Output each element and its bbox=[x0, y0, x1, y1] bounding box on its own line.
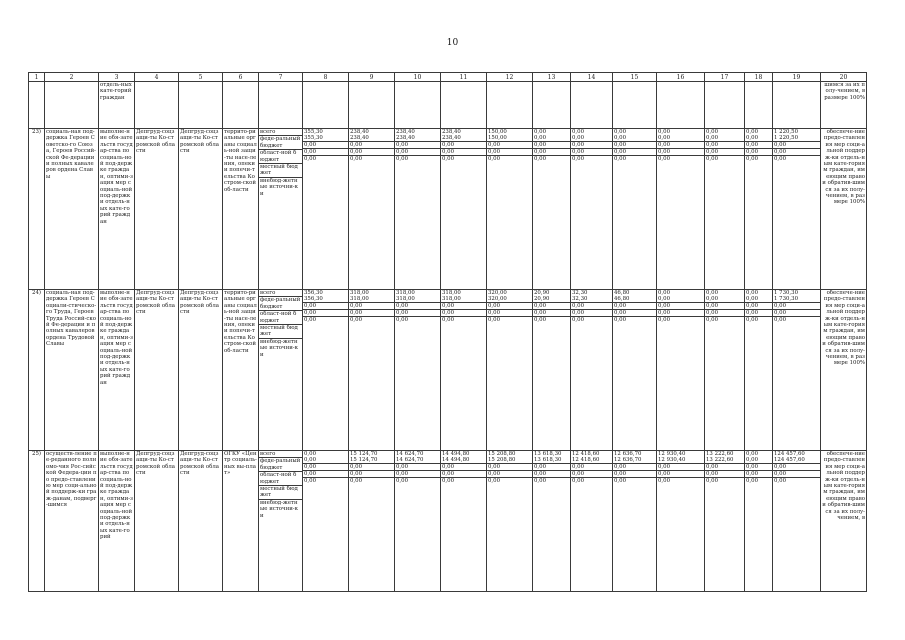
funding-values-col-14 bbox=[571, 451, 613, 592]
funding-value: 238,40 bbox=[396, 129, 415, 135]
funding-value: 0,00 bbox=[657, 141, 704, 148]
column-number-12: 12 bbox=[487, 73, 533, 82]
funding-value: 0,00 bbox=[487, 470, 532, 477]
funding-value: 0,00 bbox=[745, 477, 772, 484]
column-number-10: 10 bbox=[395, 73, 441, 82]
funding-value: 32,30 bbox=[572, 290, 588, 296]
activity-participant: ОГКУ «Центр социаль-ных вы-плат» bbox=[223, 451, 259, 592]
funding-values-col-15 bbox=[613, 290, 657, 451]
funding-value: 0,00 bbox=[705, 477, 744, 484]
funding-value: 0,00 bbox=[657, 316, 704, 323]
funding-value: 0,00 bbox=[304, 457, 317, 463]
funding-value: 0,00 bbox=[657, 470, 704, 477]
funding-values-col-15 bbox=[613, 451, 657, 592]
funding-value: 0,00 bbox=[613, 155, 656, 162]
funding-value: 0,00 bbox=[349, 309, 394, 316]
funding-value: 0,00 bbox=[613, 309, 656, 316]
funding-value: 0,00 bbox=[657, 309, 704, 316]
activity-executor: Депгруд-соцзащи-ты Ко-стромской области bbox=[135, 451, 179, 592]
funding-value: 0,00 bbox=[303, 470, 348, 477]
funding-value: 318,00 bbox=[396, 290, 415, 296]
funding-source-label: феде-ральный бюджет bbox=[260, 136, 301, 149]
activity-participant: террито-риальные органы социаль-ной защи-ты насе-ления, опеки и попечи-тельства Костром-ской об-ласти bbox=[223, 290, 259, 451]
funding-values-col-13 bbox=[533, 290, 571, 451]
funding-value: 13 618,30 bbox=[534, 457, 562, 463]
funding-value: 0,00 bbox=[534, 129, 547, 135]
funding-value: 15 208,80 bbox=[488, 451, 516, 457]
funding-value: 0,00 bbox=[349, 470, 394, 477]
column-number-16: 16 bbox=[657, 73, 705, 82]
funding-value: 12 930,40 bbox=[658, 451, 686, 457]
funding-value: 0,00 bbox=[613, 148, 656, 155]
activity-number: 25) bbox=[29, 451, 45, 592]
funding-value: 0,00 bbox=[303, 463, 348, 470]
funding-value: 0,00 bbox=[658, 135, 671, 141]
funding-value: 0,00 bbox=[303, 155, 348, 162]
column-number-18: 18 bbox=[745, 73, 773, 82]
funding-value: 318,00 bbox=[396, 296, 415, 302]
funding-value: 0,00 bbox=[487, 148, 532, 155]
funding-value: 0,00 bbox=[657, 155, 704, 162]
funding-values-col-14 bbox=[571, 129, 613, 290]
funding-values-col-8 bbox=[303, 451, 349, 592]
funding-value: 0,00 bbox=[658, 296, 671, 302]
funding-values-col-13 bbox=[533, 451, 571, 592]
funding-value: 0,00 bbox=[571, 302, 612, 309]
funding-value: 0,00 bbox=[658, 290, 671, 296]
funding-value: 0,00 bbox=[395, 155, 440, 162]
funding-value: 0,00 bbox=[349, 141, 394, 148]
funding-value: 1 730,30 bbox=[774, 296, 799, 302]
column-number-5: 5 bbox=[179, 73, 223, 82]
funding-value: 0,00 bbox=[773, 155, 820, 162]
funding-value: 0,00 bbox=[395, 141, 440, 148]
funding-value: 0,00 bbox=[705, 463, 744, 470]
funding-value: 0,00 bbox=[773, 316, 820, 323]
funding-value: 0,00 bbox=[746, 457, 759, 463]
funding-values-col-15 bbox=[613, 129, 657, 290]
funding-values-col-8 bbox=[303, 290, 349, 451]
funding-value: 0,00 bbox=[441, 302, 486, 309]
funding-value: 356,30 bbox=[304, 290, 323, 296]
funding-value: 0,00 bbox=[533, 309, 570, 316]
funding-value: 0,00 bbox=[773, 148, 820, 155]
activity-name: социаль-ная под-держка Героев Социали-стическо-го Труда, Героев Труда Россий-ской Фе-дерации и полных кавалеров ордена Трудовой Славы bbox=[45, 290, 99, 451]
funding-value: 0,00 bbox=[395, 316, 440, 323]
funding-values-col-12 bbox=[487, 451, 533, 592]
funding-value: 0,00 bbox=[745, 316, 772, 323]
funding-value: 0,00 bbox=[303, 316, 348, 323]
funding-value: 0,00 bbox=[613, 141, 656, 148]
funding-values-col-8 bbox=[303, 129, 349, 290]
funding-values-col-11 bbox=[441, 129, 487, 290]
funding-value: 0,00 bbox=[773, 470, 820, 477]
funding-value: 12 636,70 bbox=[614, 457, 642, 463]
column-number-1: 1 bbox=[29, 73, 45, 82]
funding-value: 0,00 bbox=[745, 470, 772, 477]
column-number-6: 6 bbox=[223, 73, 259, 82]
expected-result: обеспече-ние предо-ставления мер соци-альной поддерж-ки отдель-ным кате-гориям граждан, имеющим право и обратив-шимся за их полу-чением, в размере 100% bbox=[821, 129, 867, 290]
funding-values-col-11 bbox=[441, 451, 487, 592]
funding-value: 0,00 bbox=[705, 309, 744, 316]
funding-value: 0,00 bbox=[773, 141, 820, 148]
funding-values-col-10 bbox=[395, 290, 441, 451]
funding-value: 0,00 bbox=[533, 148, 570, 155]
funding-value: 318,00 bbox=[350, 296, 369, 302]
funding-value: 0,00 bbox=[349, 148, 394, 155]
activity-task: выполне-ние обя-зательств государ-ства по социаль-ной под-держке граждан, оптими-зация мер социаль-ной под-держки отдель-ных кате-горий bbox=[99, 451, 135, 592]
column-number-15: 15 bbox=[613, 73, 657, 82]
funding-value: 318,00 bbox=[442, 296, 461, 302]
continuation-result-cell: шимся за их полу-чением, в размере 100% bbox=[821, 82, 867, 129]
funding-values-col-19 bbox=[773, 451, 821, 592]
funding-value: 0,00 bbox=[613, 302, 656, 309]
funding-value: 318,00 bbox=[442, 290, 461, 296]
funding-value: 0,00 bbox=[614, 135, 627, 141]
funding-value: 238,40 bbox=[442, 135, 461, 141]
funding-value: 0,00 bbox=[746, 135, 759, 141]
funding-value: 0,00 bbox=[349, 316, 394, 323]
funding-value: 0,00 bbox=[571, 309, 612, 316]
activity-responsible: Депгруд-соцзащи-ты Ко-стромской области bbox=[179, 129, 223, 290]
funding-value: 0,00 bbox=[571, 141, 612, 148]
funding-value: 0,00 bbox=[746, 296, 759, 302]
funding-value: 0,00 bbox=[441, 309, 486, 316]
funding-value: 15 124,70 bbox=[350, 457, 378, 463]
column-number-7: 7 bbox=[259, 73, 303, 82]
funding-value: 0,00 bbox=[533, 470, 570, 477]
funding-value: 0,00 bbox=[572, 135, 585, 141]
funding-value: 0,00 bbox=[613, 470, 656, 477]
funding-values-col-16 bbox=[657, 129, 705, 290]
funding-source-label: внебюд-жетные источни-ки bbox=[259, 177, 302, 197]
funding-value: 0,00 bbox=[614, 129, 627, 135]
funding-value: 0,00 bbox=[533, 302, 570, 309]
funding-values-col-18 bbox=[745, 451, 773, 592]
activity-row bbox=[29, 129, 867, 290]
funding-sources bbox=[259, 129, 303, 290]
funding-value: 0,00 bbox=[304, 451, 317, 457]
activity-executor: Депгруд-соцзащи-ты Ко-стромской области bbox=[135, 129, 179, 290]
funding-value: 238,40 bbox=[396, 135, 415, 141]
funding-values-col-9 bbox=[349, 290, 395, 451]
funding-source-label: област-ной бюджет bbox=[259, 149, 302, 163]
funding-value: 0,00 bbox=[571, 477, 612, 484]
funding-value: 238,40 bbox=[350, 129, 369, 135]
funding-source-label: всего bbox=[260, 129, 276, 135]
funding-value: 356,30 bbox=[304, 296, 323, 302]
funding-source-label: местный бюджет bbox=[259, 324, 302, 338]
funding-values-col-11 bbox=[441, 290, 487, 451]
funding-value: 0,00 bbox=[395, 477, 440, 484]
funding-value: 0,00 bbox=[613, 316, 656, 323]
funding-value: 0,00 bbox=[349, 155, 394, 162]
funding-value: 0,00 bbox=[705, 316, 744, 323]
funding-value: 0,00 bbox=[487, 316, 532, 323]
funding-value: 14 624,70 bbox=[396, 457, 424, 463]
funding-values-col-19 bbox=[773, 290, 821, 451]
continuation-task-cell: отдель-ных кате-горий граждан bbox=[99, 82, 135, 129]
activity-row bbox=[29, 451, 867, 592]
funding-value: 124 457,60 bbox=[774, 451, 805, 457]
funding-value: 0,00 bbox=[395, 470, 440, 477]
funding-value: 0,00 bbox=[534, 135, 547, 141]
funding-value: 0,00 bbox=[705, 470, 744, 477]
funding-value: 0,00 bbox=[572, 129, 585, 135]
funding-value: 0,00 bbox=[533, 155, 570, 162]
funding-source-label: феде-ральный бюджет bbox=[260, 458, 301, 471]
expected-result: обеспече-ние предо-ставления мер соци-альной поддерж-ки отдель-ным кате-гориям граждан, имеющим право и обратив-шимся за их полу-чением, в размере 100% bbox=[821, 290, 867, 451]
funding-values-col-16 bbox=[657, 451, 705, 592]
funding-value: 150,00 bbox=[488, 129, 507, 135]
column-number-20: 20 bbox=[821, 73, 867, 82]
funding-value: 0,00 bbox=[657, 148, 704, 155]
funding-value: 20,90 bbox=[534, 290, 550, 296]
funding-value: 0,00 bbox=[303, 148, 348, 155]
funding-value: 0,00 bbox=[613, 477, 656, 484]
funding-values-col-17 bbox=[705, 451, 745, 592]
funding-values-col-14 bbox=[571, 290, 613, 451]
funding-value: 0,00 bbox=[533, 316, 570, 323]
continuation-row bbox=[29, 82, 867, 129]
funding-value: 1 220,50 bbox=[774, 129, 799, 135]
funding-value: 320,00 bbox=[488, 290, 507, 296]
funding-value: 0,00 bbox=[349, 302, 394, 309]
funding-value: 0,00 bbox=[441, 463, 486, 470]
funding-value: 0,00 bbox=[658, 129, 671, 135]
funding-values-col-17 bbox=[705, 129, 745, 290]
funding-value: 0,00 bbox=[303, 309, 348, 316]
funding-value: 0,00 bbox=[487, 155, 532, 162]
funding-value: 320,00 bbox=[488, 296, 507, 302]
funding-value: 14 494,80 bbox=[442, 457, 470, 463]
funding-value: 0,00 bbox=[533, 477, 570, 484]
funding-value: 0,00 bbox=[571, 470, 612, 477]
funding-source-label: всего bbox=[260, 451, 276, 457]
funding-value: 0,00 bbox=[441, 148, 486, 155]
funding-value: 150,00 bbox=[488, 135, 507, 141]
funding-value: 14 624,70 bbox=[396, 451, 424, 457]
funding-value: 0,00 bbox=[303, 477, 348, 484]
funding-value: 0,00 bbox=[487, 302, 532, 309]
funding-values-col-10 bbox=[395, 451, 441, 592]
funding-value: 0,00 bbox=[705, 302, 744, 309]
funding-values-col-13 bbox=[533, 129, 571, 290]
funding-value: 355,30 bbox=[304, 135, 323, 141]
funding-value: 0,00 bbox=[441, 155, 486, 162]
funding-value: 0,00 bbox=[746, 451, 759, 457]
funding-values-col-19 bbox=[773, 129, 821, 290]
funding-values-col-9 bbox=[349, 129, 395, 290]
funding-source-label: внебюд-жетные источни-ки bbox=[259, 499, 302, 519]
column-number-4: 4 bbox=[135, 73, 179, 82]
funding-value: 0,00 bbox=[745, 148, 772, 155]
funding-value: 0,00 bbox=[773, 302, 820, 309]
funding-value: 0,00 bbox=[705, 155, 744, 162]
column-number-8: 8 bbox=[303, 73, 349, 82]
funding-value: 0,00 bbox=[303, 141, 348, 148]
funding-value: 0,00 bbox=[395, 148, 440, 155]
column-number-11: 11 bbox=[441, 73, 487, 82]
funding-value: 238,40 bbox=[442, 129, 461, 135]
funding-value: 0,00 bbox=[706, 290, 719, 296]
funding-value: 0,00 bbox=[746, 129, 759, 135]
funding-value: 0,00 bbox=[745, 463, 772, 470]
column-number-13: 13 bbox=[533, 73, 571, 82]
funding-value: 12 418,60 bbox=[572, 457, 600, 463]
funding-value: 0,00 bbox=[706, 135, 719, 141]
funding-value: 0,00 bbox=[487, 141, 532, 148]
column-number-2: 2 bbox=[45, 73, 99, 82]
funding-value: 46,80 bbox=[614, 290, 630, 296]
funding-value: 0,00 bbox=[571, 148, 612, 155]
column-number-9: 9 bbox=[349, 73, 395, 82]
funding-source-label: всего bbox=[260, 290, 276, 296]
funding-values-col-18 bbox=[745, 290, 773, 451]
funding-values-col-10 bbox=[395, 129, 441, 290]
activity-responsible: Депгруд-соцзащи-ты Ко-стромской области bbox=[179, 290, 223, 451]
funding-value: 318,00 bbox=[350, 290, 369, 296]
funding-source-label: местный бюджет bbox=[259, 485, 302, 499]
funding-value: 0,00 bbox=[705, 141, 744, 148]
activity-task: выполне-ние обя-зательств государ-ства по социаль-ной под-держке граждан, оптими-зация мер социаль-ной под-держки отдель-ных кате-горий граждан bbox=[99, 290, 135, 451]
funding-value: 0,00 bbox=[441, 141, 486, 148]
funding-value: 0,00 bbox=[571, 316, 612, 323]
funding-value: 0,00 bbox=[657, 302, 704, 309]
column-number-row bbox=[29, 73, 867, 82]
funding-value: 0,00 bbox=[706, 129, 719, 135]
activity-number: 24) bbox=[29, 290, 45, 451]
funding-value: 0,00 bbox=[571, 155, 612, 162]
funding-value: 13 222,60 bbox=[706, 457, 734, 463]
funding-value: 13 618,30 bbox=[534, 451, 562, 457]
column-number-3: 3 bbox=[99, 73, 135, 82]
funding-value: 0,00 bbox=[441, 316, 486, 323]
funding-source-label: област-ной бюджет bbox=[259, 310, 302, 324]
funding-values-col-9 bbox=[349, 451, 395, 592]
expected-result: обеспече-ние предо-ставления мер соци-альной поддерж-ки отдель-ным кате-гориям граждан, имеющим право и обратив-шимся за их полу-чением, в bbox=[821, 451, 867, 592]
funding-source-label: феде-ральный бюджет bbox=[260, 297, 301, 310]
funding-value: 0,00 bbox=[441, 470, 486, 477]
activity-row bbox=[29, 290, 867, 451]
column-number-17: 17 bbox=[705, 73, 745, 82]
activity-task: выполне-ние обя-зательств государ-ства по социаль-ной под-держке граждан, оптими-зация мер социаль-ной под-держки отдель-ных кате-горий граждан bbox=[99, 129, 135, 290]
page-number: 10 bbox=[446, 38, 459, 48]
column-number-14: 14 bbox=[571, 73, 613, 82]
funding-value: 0,00 bbox=[773, 477, 820, 484]
funding-sources bbox=[259, 451, 303, 592]
funding-source-label: местный бюджет bbox=[259, 163, 302, 177]
funding-value: 0,00 bbox=[657, 477, 704, 484]
funding-value: 0,00 bbox=[657, 463, 704, 470]
funding-value: 0,00 bbox=[395, 463, 440, 470]
funding-value: 0,00 bbox=[395, 302, 440, 309]
funding-value: 0,00 bbox=[706, 296, 719, 302]
funding-value: 0,00 bbox=[745, 155, 772, 162]
funding-value: 0,00 bbox=[533, 463, 570, 470]
funding-source-label: област-ной бюджет bbox=[259, 471, 302, 485]
funding-values-col-12 bbox=[487, 129, 533, 290]
funding-sources bbox=[259, 290, 303, 451]
funding-values-col-17 bbox=[705, 290, 745, 451]
funding-value: 124 457,60 bbox=[774, 457, 805, 463]
funding-value: 0,00 bbox=[571, 463, 612, 470]
funding-values-col-16 bbox=[657, 290, 705, 451]
funding-value: 0,00 bbox=[441, 477, 486, 484]
funding-value: 13 222,60 bbox=[706, 451, 734, 457]
funding-source-label: внебюд-жетные источни-ки bbox=[259, 338, 302, 358]
activity-name: социаль-ная под-держка Героев Советско-го Союза, Героев Россий-ской Фе-дерации и полных кавалеров ордена Славы bbox=[45, 129, 99, 290]
funding-value: 15 208,80 bbox=[488, 457, 516, 463]
activity-responsible: Депгруд-соцзащи-ты Ко-стромской области bbox=[179, 451, 223, 592]
funding-value: 0,00 bbox=[395, 309, 440, 316]
funding-value: 46,80 bbox=[614, 296, 630, 302]
funding-value: 0,00 bbox=[303, 302, 348, 309]
funding-value: 1 220,50 bbox=[774, 135, 799, 141]
funding-value: 1 730,30 bbox=[774, 290, 799, 296]
program-activities-table bbox=[28, 72, 867, 592]
funding-value: 0,00 bbox=[487, 477, 532, 484]
activity-executor: Депгруд-соцзащи-ты Ко-стромской области bbox=[135, 290, 179, 451]
funding-value: 0,00 bbox=[746, 290, 759, 296]
funding-value: 14 494,80 bbox=[442, 451, 470, 457]
funding-value: 0,00 bbox=[745, 309, 772, 316]
funding-values-col-12 bbox=[487, 290, 533, 451]
funding-value: 20,90 bbox=[534, 296, 550, 302]
funding-value: 0,00 bbox=[349, 463, 394, 470]
funding-value: 0,00 bbox=[745, 302, 772, 309]
funding-value: 0,00 bbox=[533, 141, 570, 148]
funding-value: 0,00 bbox=[349, 477, 394, 484]
funding-values-col-18 bbox=[745, 129, 773, 290]
funding-value: 355,30 bbox=[304, 129, 323, 135]
funding-value: 0,00 bbox=[613, 463, 656, 470]
activity-name: осуществ-ление пе-реданного полномо-чия Рос-сийской Федера-ции по предо-ставлению мер соци-альной поддерж-ки граж-данам, подверг-шимся bbox=[45, 451, 99, 592]
funding-value: 15 124,70 bbox=[350, 451, 378, 457]
activity-number: 23) bbox=[29, 129, 45, 290]
funding-value: 0,00 bbox=[773, 309, 820, 316]
funding-value: 0,00 bbox=[705, 148, 744, 155]
funding-value: 0,00 bbox=[745, 141, 772, 148]
funding-value: 12 418,60 bbox=[572, 451, 600, 457]
funding-value: 0,00 bbox=[773, 463, 820, 470]
activity-participant: террито-риальные органы социаль-ной защи-ты насе-ления, опеки и попечи-тельства Костром-ской об-ласти bbox=[223, 129, 259, 290]
column-number-19: 19 bbox=[773, 73, 821, 82]
funding-value: 0,00 bbox=[487, 309, 532, 316]
funding-value: 238,40 bbox=[350, 135, 369, 141]
funding-value: 12 930,40 bbox=[658, 457, 686, 463]
funding-value: 0,00 bbox=[487, 463, 532, 470]
funding-value: 12 636,70 bbox=[614, 451, 642, 457]
funding-value: 32,30 bbox=[572, 296, 588, 302]
